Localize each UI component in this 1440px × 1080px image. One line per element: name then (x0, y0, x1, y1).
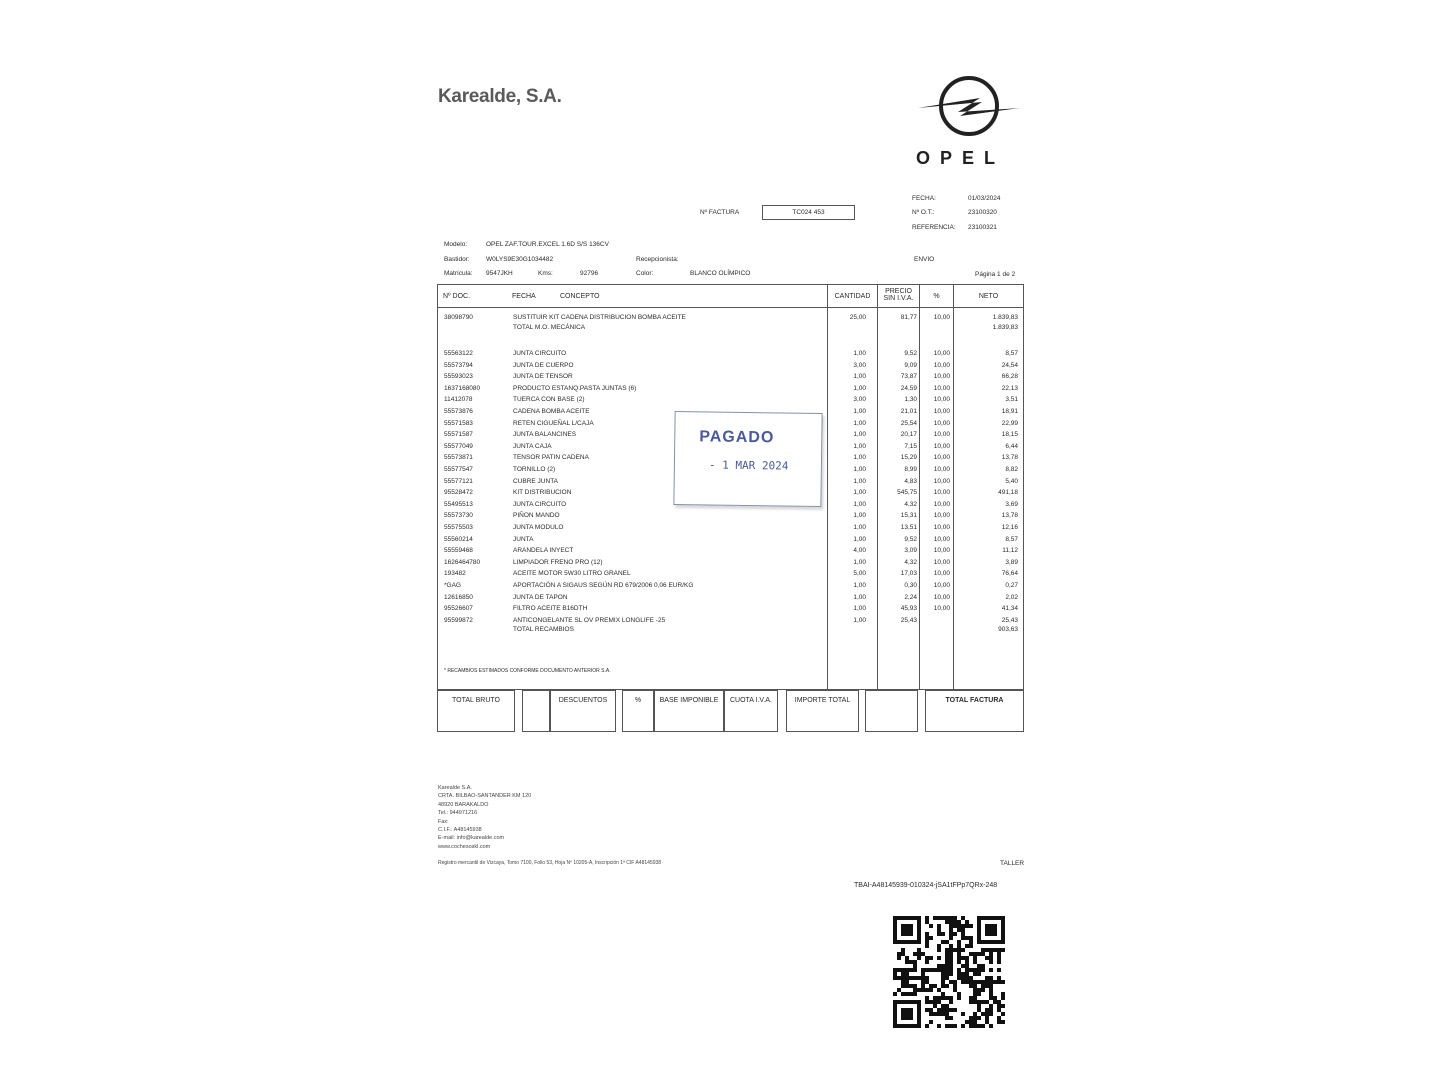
color-value: BLANCO OLÍMPICO (690, 270, 751, 277)
footer-line: www.cochesoskl.com (438, 843, 491, 850)
total-bruto-box (437, 690, 515, 732)
bastidor-value: W0LYS9E30G1034482 (486, 256, 554, 263)
fecha-label: FECHA: (912, 195, 936, 202)
descuentos-label: DESCUENTOS (558, 697, 608, 704)
modelo-value: OPEL ZAF.TOUR.EXCEL 1.6D S/S 136CV (486, 241, 609, 248)
ot-value: 23100320 (968, 209, 997, 216)
col-fecha: FECHA (512, 293, 536, 300)
bastidor-label: Bastidor: (444, 256, 470, 263)
blank-box-2 (865, 690, 918, 732)
factura-number: TC024 453 (792, 209, 825, 216)
footer-address (438, 784, 531, 851)
footer-line: C.I.F.: A48145938 (438, 827, 482, 834)
tbai-code: TBAI-A48145939-010324-jSA1tFPp7QRx-248 (854, 882, 998, 889)
col-concepto: CONCEPTO (560, 293, 600, 300)
recepcionista-label: Recepcionista: (636, 256, 679, 263)
qr-code-icon (893, 916, 1005, 1028)
cuota-iva-box (724, 690, 778, 732)
table-row: 38098790 SUSTITUIR KIT CADENA DISTRIBUCION BOMBA ACEITE 25,00 81,77 10,00 1.839,83 (444, 314, 1018, 321)
col-cantidad: CANTIDAD (834, 293, 871, 300)
qr-code (893, 916, 1005, 1028)
footer-line: Karealde S.A. (438, 785, 472, 791)
total-factura-box (925, 690, 1024, 732)
taller-label: TALLER (1000, 860, 1025, 867)
factura-label: Nº FACTURA (700, 209, 740, 216)
footer-line: E-mail: info@karealde.com (438, 835, 505, 842)
col-doc: Nº DOC. (443, 293, 471, 300)
paid-stamp (673, 411, 822, 507)
kms-label: Kms: (538, 270, 553, 277)
modelo-label: Modelo: (444, 241, 468, 248)
pct-box (622, 690, 654, 732)
color-label: Color: (636, 270, 654, 277)
company-name: Karealde, S.A. (438, 86, 562, 107)
pct-label: % (634, 697, 642, 704)
factura-number-box (762, 205, 855, 220)
footer-line: Tel.: 944971216 (438, 810, 478, 817)
referencia-label: REFERENCIA: (912, 224, 956, 231)
footer-line: Fax: (438, 818, 449, 825)
footer-line: CRTA. BILBAO-SANTANDER KM 120 (438, 793, 532, 800)
descuentos-box (550, 690, 616, 732)
matricula-label: Matrícula: (444, 270, 473, 277)
col-neto: NETO (978, 293, 999, 300)
registry-line: Registro mercantil de Vizcaya, Tomo 7100, Folio 53, Hoja Nº 10205-A, Inscripción 1ª CIF A48145938 (438, 860, 662, 866)
total-bruto-label: TOTAL BRUTO (452, 697, 500, 704)
kms-value: 92796 (580, 270, 599, 277)
items-table: Nº DOC. FECHA CONCEPTO CANTIDAD PRECIO SIN I.V.A. % NETO 38098790 SUSTITUIR KIT CADENA DISTRIBUCION BOMBA ACEITE 25,00 81,77 10,00 1.839,83 TOTAL M.O. MECÁNICA 1.839,83 55563122 JUNTA CIRCUITO 1,00 9,52 10,00 8,57 55573794 JUNTA DE CUERPO 3,00 9,09 10,00 24,54 55593023 JUNTA DE TENSOR 1,00 73,87 10,00 66,28 1637168080 PRODUCTO ESTANQ.PASTA JUNTAS (6) 1,00 24,59 10,00 22,13 11412078 TUERCA CON BASE (2) 3,00 1,30 10,00 3,51 55573876 CADENA BOMBA ACEITE 1,00 21,01 10,00 18,91 55571583 RETEN CIGUEÑAL L/CAJA 1,00 25,54 10,00 22,99 55571587 JUNTA BALANCINES 1,00 20,17 10,00 18,15 55577049 JUNTA CAJA 1,00 7,15 10,00 6,44 55573871 TENSOR PATIN CADENA 1,00 15,29 10,00 13,78 55577547 TORNILLO (2) 1,00 8,99 10,00 8,82 55577121 CUBRE JUNTA 1,00 4,83 10,00 5,40 95528472 KIT DISTRIBUCION 1,00 545,75 10,00 491,18 55495513 JUNTA CIRCUITO 1,00 4,32 10,00 3,69 55573730 PIÑON MANDO 1,00 15,31 10,00 13,78 55575503 JUNTA MODULO 1,00 13,51 10,00 12,16 55560214 JUNTA 1,00 9,52 10,00 8,57 55559468 ARANDELA INYECT 4,00 3,09 10,00 11,12 1626464780 LIMPIADOR FRENO PRO (12) 1,00 4,32 10,00 3,89 193482 ACEITE MOTOR 5W30 LITRO GRANEL 5,00 17,03 10,00 76,64 *GAG APORTACIÓN A SIGAUS SEGÚN RD 679/2006 0,06 EUR/KG 1,00 0,30 10,00 0,27 12616850 JUNTA DE TAPON 1,00 2,24 10,00 2,02 95526607 FILTRO ACEITE B16DTH 1,00 45,93 10,00 41,34 95599872 ANTICONGELANTE SL OV PREMIX LONGLIFE -25 1,00 25,43 25,43 TOTAL RECAMBIOS 903,63 * RECAMBIOS ESTIMADOS CONFORME DOCUMENTO ANTERIOR S.A. (437, 284, 1024, 690)
envio-label: ENVIO (914, 256, 935, 263)
base-imponible-box (654, 690, 724, 732)
opel-logo (914, 72, 1024, 172)
matricula-value: 9547JKH (486, 270, 513, 277)
paid-stamp-title: PAGADO (699, 428, 775, 447)
importe-total-label: IMPORTE TOTAL (794, 697, 851, 704)
col-precio: PRECIO SIN I.V.A. (883, 288, 914, 302)
fecha-value: 01/03/2024 (968, 195, 1001, 202)
ot-label: Nº O.T.: (912, 209, 935, 216)
opel-wordmark: OPEL (916, 148, 1006, 168)
table-footnote: * RECAMBIOS ESTIMADOS CONFORME DOCUMENTO ANTERIOR S.A. (444, 668, 611, 674)
total-factura-label: TOTAL FACTURA (945, 697, 1004, 704)
cuota-iva-label: CUOTA I.V.A. (729, 697, 772, 704)
page-number: Página 1 de 2 (975, 271, 1016, 278)
footer-line: 48920 BARAKALDO (438, 801, 489, 808)
blank-box (522, 690, 550, 732)
importe-total-box (786, 690, 859, 732)
base-imponible-label: BASE IMPONIBLE (659, 697, 719, 704)
opel-blitz-icon (914, 72, 1024, 144)
col-pct: % (933, 293, 940, 300)
paid-stamp-date: - 1 MAR 2024 (708, 458, 789, 473)
table-row: TOTAL M.O. MECÁNICA 1.839,83 (513, 324, 1018, 331)
referencia-value: 23100321 (968, 224, 997, 231)
